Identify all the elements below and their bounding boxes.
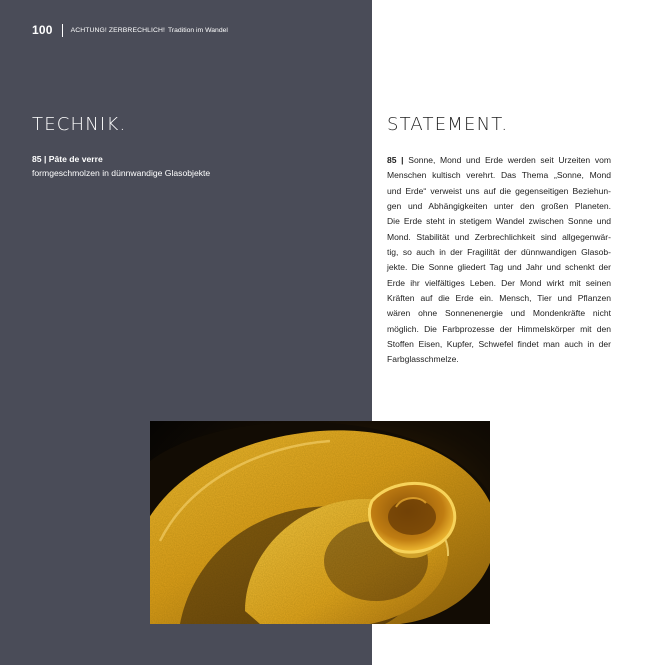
statement-line: tig, so auch in der Fragilität der dünnwandigen Glasob-	[387, 247, 611, 258]
statement-line: Erde ihr vielfältiges Leben. Der Mond wirkt mit seinen	[387, 277, 611, 288]
running-title-caps: ACHTUNG! ZERBRECHLICH!	[70, 26, 165, 34]
technik-title-line	[32, 153, 352, 167]
technik-block	[32, 153, 352, 180]
statement-line: möglich. Die Farbprozesse der Himmelskörper mit den	[387, 323, 611, 334]
statement-line: Stoffen Eisen, Kupfer, Schwefel findet man auch in der	[387, 339, 611, 350]
statement-line: gen und Abhängigkeiten unter den großen Planeten.	[387, 201, 611, 212]
statement-line: und Erde“ verweist uns auf die gegenseitigen Beziehun-	[387, 185, 611, 196]
running-head	[32, 22, 228, 38]
statement-line: Kräften auf die Erde ein. Mensch, Tier und Pflanzen	[387, 293, 611, 304]
running-title-sub: Tradition im Wandel	[167, 26, 228, 34]
glass-bowl-illustration	[150, 421, 490, 624]
statement-line: wären ohne Sonnenenergie und Mondenkräfte nicht	[387, 308, 611, 319]
statement-line: Die Erde steht in stetigem Wandel zwischen Sonne und	[387, 216, 611, 227]
technik-ref-number: 85 |	[32, 154, 47, 164]
statement-line: Farbglasschmelze.	[387, 354, 459, 365]
statement-line: Mond. Stabilität und Zerbrechlichkeit sind allgegenwär-	[387, 231, 611, 242]
page-number: 100	[32, 23, 53, 37]
statement-heading: STATEMENT.	[387, 114, 509, 135]
technik-title: Pâte de verre	[48, 154, 103, 164]
statement-ref-number: 85 |	[387, 155, 404, 165]
header-divider	[62, 24, 63, 37]
statement-body	[387, 153, 611, 368]
statement-line-text: Sonne, Mond und Erde werden seit Urzeiten vom	[408, 155, 612, 165]
statement-line: Menschen kultisch verehrt. Das Thema „Sonne, Mond	[387, 170, 611, 181]
statement-line	[387, 153, 611, 168]
technik-heading: TECHNIK.	[32, 114, 127, 135]
statement-line: jekte. Die Sonne gliedert Tag und Jahr und schenkt der	[387, 262, 611, 273]
technik-description: formgeschmolzen in dünnwandige Glasobjekte	[32, 167, 211, 178]
glass-object-photo	[150, 421, 490, 624]
